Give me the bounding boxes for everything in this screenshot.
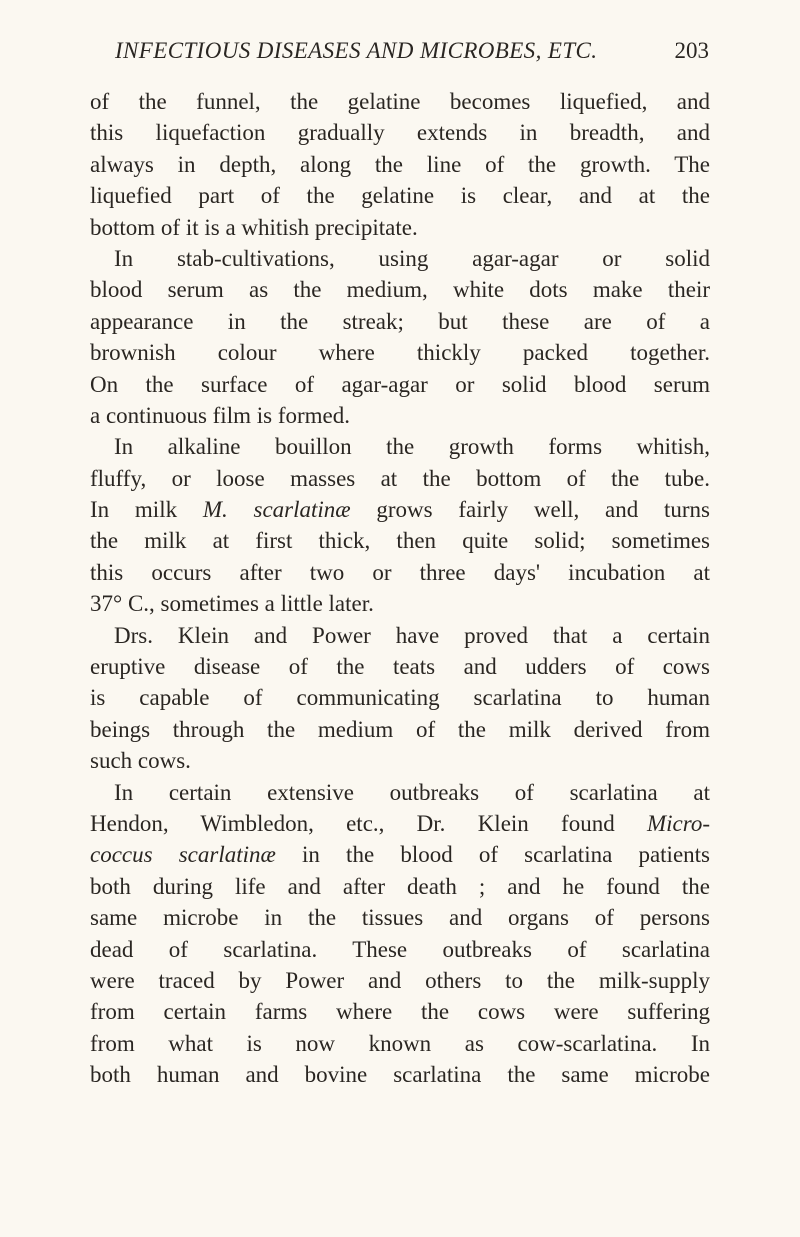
text-line: same microbe in the tissues and organs of persons [90, 905, 710, 931]
text-line: On the surface of agar-agar or solid blood serum [90, 371, 710, 397]
running-head [115, 38, 709, 70]
text-line: from what is now known as cow-scarlatina. In [90, 1030, 710, 1056]
text-line: 37° C., sometimes a little later. [90, 591, 374, 617]
text-line: dead of scarlatina. These outbreaks of scarlatina [90, 936, 710, 962]
text-line: In certain extensive outbreaks of scarlatina at [114, 779, 710, 805]
text-line [90, 839, 710, 870]
text-line: blood serum as the medium, white dots make their [90, 277, 710, 303]
body-text [90, 86, 710, 1091]
text-line: Drs. Klein and Power have proved that a certain [114, 622, 710, 648]
text-line: In stab-cultivations, using agar-agar or solid [114, 245, 710, 271]
text-line: eruptive disease of the teats and udders of cows [90, 654, 710, 680]
text-segment: Hendon, Wimbledon, etc., Dr. Klein found [90, 810, 647, 836]
text-line: both human and bovine scarlatina the same microbe [90, 1062, 710, 1088]
text-segment: grows fairly well, and turns [350, 497, 710, 523]
species-name: Micro- [646, 810, 710, 836]
text-line: this liquefaction gradually extends in breadth, and [90, 120, 710, 146]
species-name: coccus scarlatinæ [90, 842, 276, 868]
text-line: of the funnel, the gelatine becomes liquefied, and [90, 89, 710, 114]
text-line: this occurs after two or three days' incubation at [90, 559, 710, 585]
text-line: brownish colour where thickly packed together. [90, 340, 710, 366]
text-line: a continuous film is formed. [90, 402, 350, 428]
page-number: 203 [674, 38, 709, 63]
species-name: M. scarlatinæ [202, 497, 351, 523]
text-line: bottom of it is a whitish precipitate. [90, 214, 418, 240]
text-line: from certain farms where the cows were suffering [90, 999, 710, 1025]
text-line: fluffy, or loose masses at the bottom of the tube. [90, 465, 710, 491]
text-line: the milk at first thick, then quite solid; sometimes [90, 528, 710, 554]
text-line [90, 494, 710, 525]
text-line: appearance in the streak; but these are of a [90, 308, 710, 334]
text-line: beings through the medium of the milk derived from [90, 716, 710, 742]
text-line: both during life and after death ; and he found the [90, 873, 710, 899]
text-line: were traced by Power and others to the milk-supply [90, 967, 710, 993]
text-line: liquefied part of the gelatine is clear, and at the [90, 183, 710, 209]
text-line: such cows. [90, 748, 191, 774]
text-segment: in the blood of scarlatina patients [275, 842, 710, 868]
running-title: INFECTIOUS DISEASES AND MICROBES, ETC. [115, 38, 598, 63]
text-segment: In milk [90, 497, 203, 523]
text-line: In alkaline bouillon the growth forms whitish, [114, 434, 710, 460]
text-line: always in depth, along the line of the growth. The [90, 151, 710, 177]
text-line [90, 808, 710, 839]
text-line: is capable of communicating scarlatina to human [90, 685, 710, 711]
